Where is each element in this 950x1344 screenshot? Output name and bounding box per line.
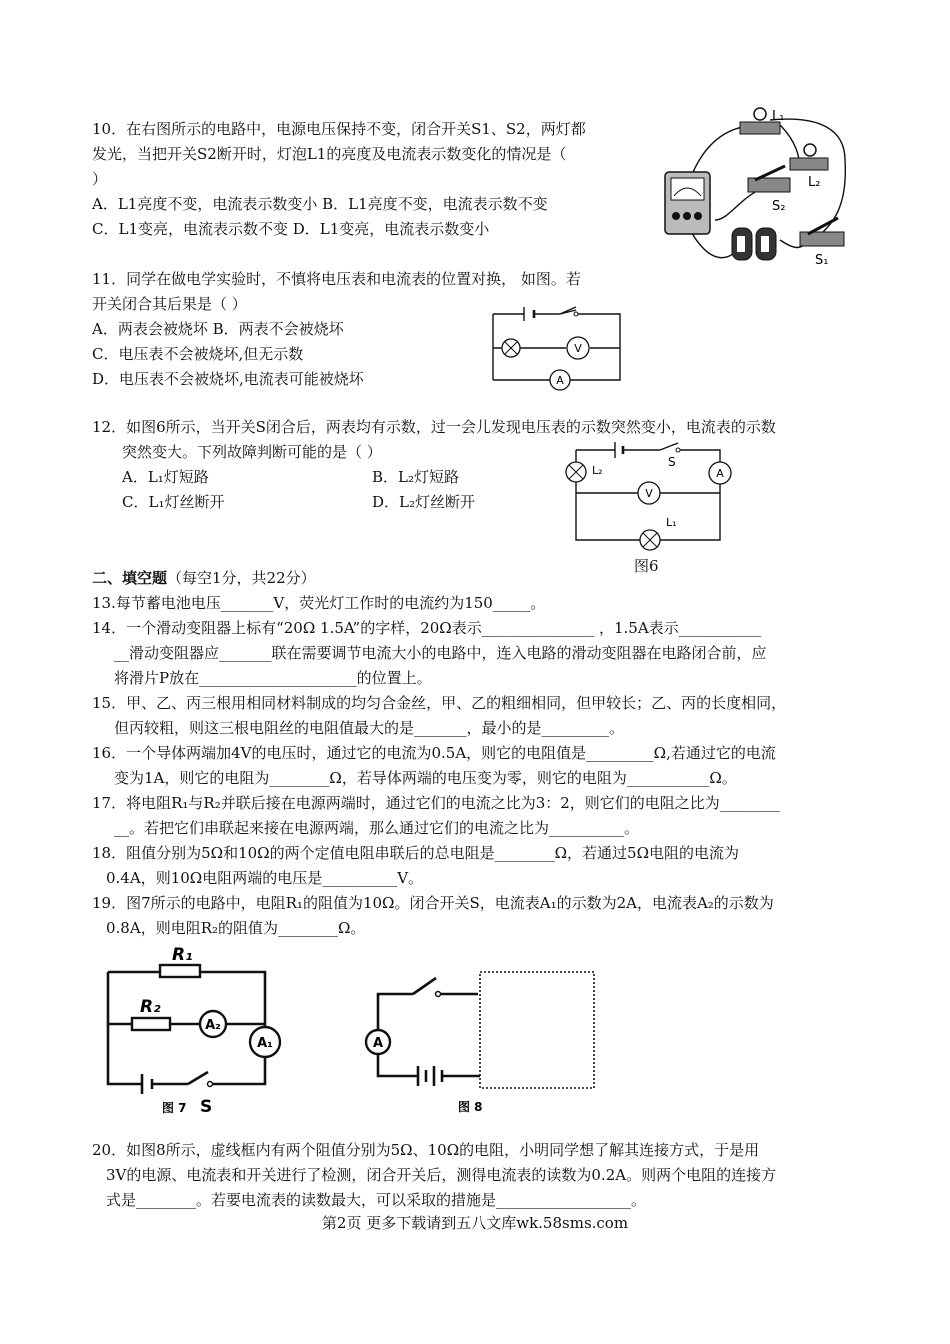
lamp-l1-label: L₁ [772,109,785,124]
switch-contact [436,992,441,997]
q19-line-2: 0.8A，则电阻R₂的阻值为________Ω。 [106,919,366,937]
wire [378,1054,480,1076]
figure-8-caption: 图 8 [458,1100,483,1114]
page-footer: 第2页 更多下载请到五八文库wk.58sms.com [321,1214,629,1232]
q11-option-c: C．电压表不会被烧坏,但无示数 [92,345,304,363]
q10-circuit-figure [660,100,860,270]
switch-s2-label: S₂ [772,199,786,214]
q11-line-1: 11．同学在做电学实验时，不慎将电压表和电流表的位置对换， 如图。若 [92,270,581,288]
q16-line-2: 变为1A，则它的电阻为________Ω，若导体两端的电压变为零，则它的电阻为___________Ω。 [114,769,737,787]
voltmeter-label: V [645,487,653,500]
switch-s-label: S [200,1097,213,1117]
switch-blade [188,1072,208,1084]
lamp-l1-symbol [640,530,660,550]
q10-line-2: 发光，当把开关S2断开时，灯泡L1的亮度及电流表示数变化的情况是（ [92,145,567,163]
figure-7-circuit [100,940,285,1115]
q10-line-3: ） [92,170,108,188]
q20-line-2: 3V的电源、电流表和开关进行了检测，闭合开关后，测得电流表的读数为0.2A。则两个电阻的连接方 [106,1166,777,1184]
resistor-r1-label: R₁ [172,945,193,965]
q10-options-ab: A．L1亮度不变，电流表示数变小 B．L1亮度不变，电流表示数不变 [92,195,548,213]
q14-line-2: __滑动变阻器应_______联在需要调节电流大小的电路中，连入电路的滑动变阻器在电路闭合前，应 [114,644,767,662]
q17-line-2: __。若把它们串联起来接在电源两端，那么通过它们的电流之比为__________。 [114,819,640,837]
wire [378,994,478,1031]
q12-option-c: C．L₁灯丝断开 [122,493,225,511]
ammeter-label: A [556,374,564,387]
q14-line-1: 14．一个滑动变阻器上标有“20Ω 1.5A”的字样，20Ω表示_______________ ，1.5A表示___________ [92,619,762,637]
lamp-l2-symbol [566,462,586,482]
q18-line-1: 18．阻值分别为5Ω和10Ω的两个定值电阻串联后的总电阻是________Ω，若通过5Ω电阻的电流为 [92,844,740,862]
q11-line-2: 开关闭合其后果是（ ） [92,295,247,313]
section-2-title: 二、填空题 [92,569,168,587]
switch-s1-device [800,218,844,246]
q18-line-2: 0.4A，则10Ω电阻两端的电压是__________V。 [106,869,424,887]
q11-option-d: D．电压表不会被烧坏,电流表可能被烧坏 [92,370,364,388]
lamp-l2-label: L₂ [808,175,821,190]
resistor-r2-label: R₂ [140,997,161,1017]
q12-option-b: B．L₂灯短路 [372,468,459,486]
q19-line-1: 19．图7所示的电路中，电阻R₁的阻值为10Ω。闭合开关S，电流表A₁的示数为2A，电流表A₂的示数为 [92,894,774,912]
ammeter-label: A [372,1036,384,1051]
switch-contact [574,312,578,316]
switch-contact [208,1082,213,1087]
q14-line-3: 将滑片P放在_____________________的位置上。 [114,669,432,687]
lamp-l1-label: L₁ [666,516,677,529]
q11-options-ab: A．两表会被烧坏 B．两表不会被烧坏 [92,320,344,338]
figure-8-circuit [358,968,598,1118]
figure-7-caption: 图 7 [162,1101,187,1115]
resistor-r2 [132,1018,170,1030]
switch-s1-label: S₁ [815,253,829,268]
q10-line-1: 10．在右图所示的电路中，电源电压保持不变，闭合开关S1、S2，两灯都 [92,120,586,138]
ammeter-a1-label: A₁ [257,1036,273,1051]
switch-s2-device [748,166,790,192]
q15-line-2: 但丙较粗，则这三根电阻丝的电阻值最大的是_______，最小的是_________。 [114,719,625,737]
section-2-note: （每空1分，共22分） [167,569,316,587]
switch-blade [660,443,678,450]
q20-line-1: 20．如图8所示，虚线框内有两个阻值分别为5Ω、10Ω的电阻，小明同学想了解其连接方式，于是用 [92,1141,760,1159]
lamp-symbol [502,339,520,357]
switch-contact [676,448,680,452]
unknown-resistors-box [480,972,594,1088]
q12-option-a: A．L₁灯短路 [122,468,209,486]
q13-line: 13.每节蓄电池电压_______V，荧光灯工作时的电流约为150_____。 [92,594,546,612]
q12-option-d: D．L₂灯丝断开 [372,493,476,511]
section-2-heading [92,567,316,589]
resistor-r1 [160,965,200,977]
q10-options-cd: C．L1变亮，电流表示数不变 D．L1变亮，电流表示数变小 [92,220,490,238]
q16-line-1: 16．一个导体两端加4V的电压时，通过它的电流为0.5A，则它的电阻值是_________Ω,若通过它的电流 [92,744,776,762]
q20-line-3: 式是________。若要电流表的读数最大，可以采取的措施是__________________。 [106,1191,647,1209]
lamp-l2-label: L₂ [592,464,603,477]
figure-6-caption: 图6 [634,557,659,575]
switch-s-label: S [668,455,676,469]
q12-line-1: 12．如图6所示，当开关S闭合后，两表均有示数，过一会儿发现电压表的示数突然变小，电流表的示数 [92,418,776,436]
ammeter-device [665,172,710,234]
q15-line-1: 15．甲、乙、丙三根用相同材料制成的均匀合金丝，甲、乙的粗细相同，但甲较长；乙、丙的长度相同， [92,694,787,712]
q17-line-1: 17．将电阻R₁与R₂并联后接在电源两端时，通过它们的电流之比为3：2，则它们的电阻之比为________ [92,794,780,812]
q11-circuit-figure [490,300,630,392]
q12-line-2: 突然变大。下列故障判断可能的是（ ） [122,443,382,461]
ammeter-a2-label: A₂ [205,1018,221,1033]
battery-device [732,228,776,260]
voltmeter-label: V [574,342,582,355]
ammeter-label: A [716,467,724,480]
switch-blade [413,978,436,994]
